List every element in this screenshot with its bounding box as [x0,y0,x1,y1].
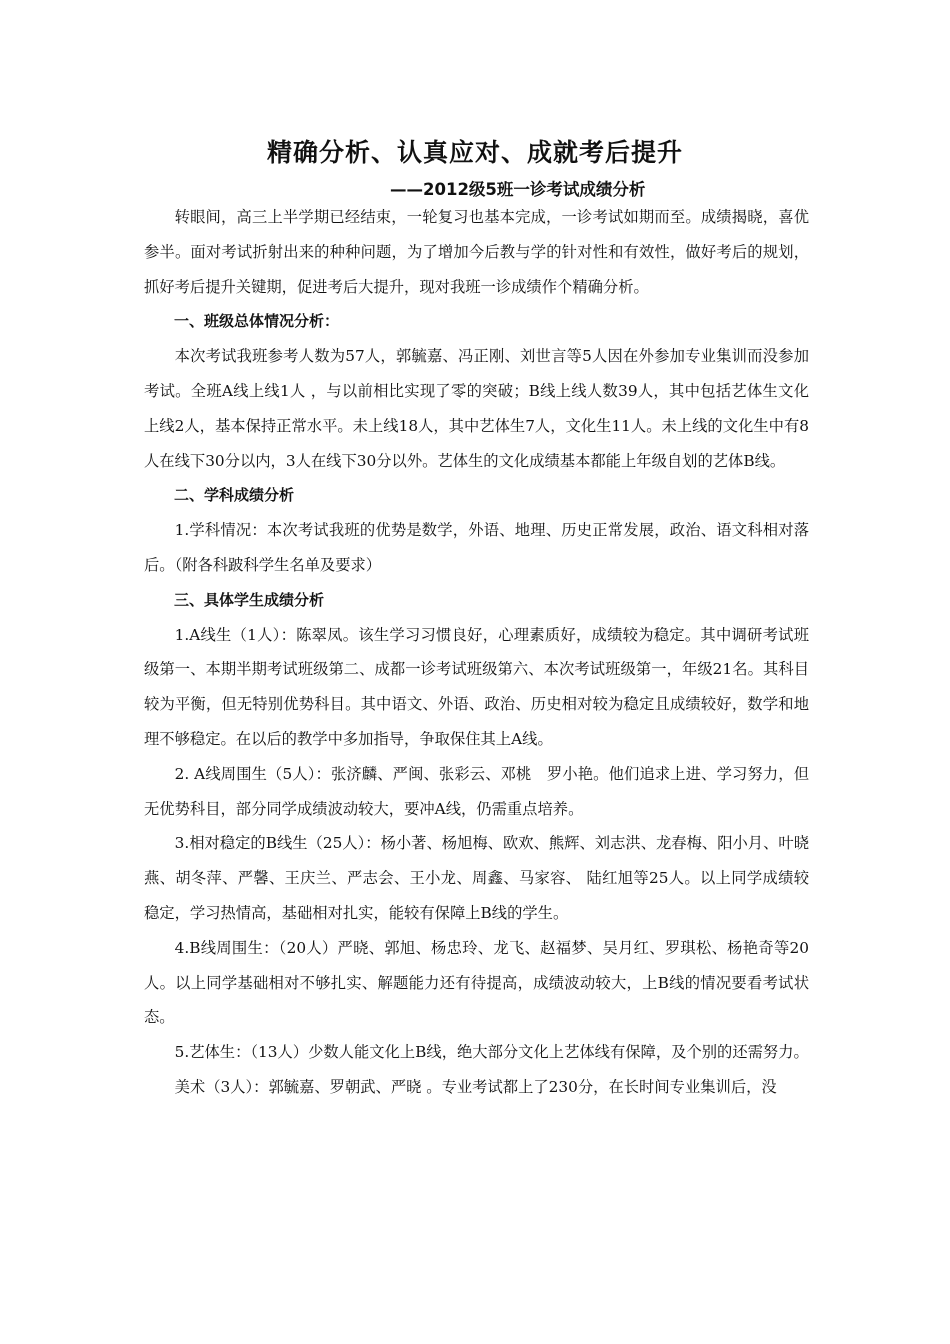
overall-paragraph: 本次考试我班参考人数为57人，郭毓嘉、冯正刚、刘世言等5人因在外参加专业集训而没参加考试。全班A线上线1人 ，与以前相比实现了零的突破；B线上线人数39人，其中包括艺体生文化上线2人，基本保持正常水平。未上线18人，其中艺体生7人，文化生11人。未上线的文化生中有8人在线下30分以内，3人在线下30分以外。艺体生的文化成绩基本都能上年级自划的艺体B线。 [144,347,809,470]
b-line-near-paragraph: 4.B线周围生：（20人）严晓、郭旭、杨忠玲、龙飞、赵福梦、吴月红、罗琪松、杨艳奇等20人。以上同学基础相对不够扎实、解题能力还有待提高，成绩波动较大，上B线的情况要看考试状态。 [144,938,809,1027]
section-heading-students: 三、具体学生成绩分析 [174,590,325,609]
document-title: 精确分析、认真应对、成就考后提升 [266,138,683,167]
document-body [144,200,809,1105]
art-sports-paragraph: 5.艺体生：（13人）少数人能文化上B线，绝大部分文化上艺体线有保障，及个别的还需努力。 [174,1043,809,1062]
document-subtitle: ——2012级5班一诊考试成绩分析 [390,180,646,199]
section-heading-subjects: 二、学科成绩分析 [174,486,295,505]
subjects-paragraph: 1.学科情况：本次考试我班的优势是数学，外语、地理、历史正常发展，政治、语文科相对落后。（附各科跛科学生名单及要求） [144,521,809,574]
section-heading-overall: 一、班级总体情况分析： [174,312,340,331]
a-line-paragraph: 1.A线生（1人）：陈翠凤。该生学习习惯良好，心理素质好，成绩较为稳定。其中调研考试班级第一、本期半期考试班级第二、成都一诊考试班级第六、本次考试班级第一，年级21名。其科目较为平衡，但无特别优势科目。其中语文、外语、政治、历史相对较为稳定且成绩较好，数学和地理不够稳定。在以后的教学中多加指导，争取保住其上A线。 [144,625,809,748]
intro-paragraph: 转眼间，高三上半学期已经结束，一轮复习也基本完成，一诊考试如期而至。成绩揭晓，喜优参半。面对考试折射出来的种种问题，为了增加今后教与学的针对性和有效性，做好考后的规划，抓好考后提升关键期，促进考后大提升，现对我班一诊成绩作个精确分析。 [144,208,809,296]
art-paragraph: 美术（3人）：郭毓嘉、罗朝武、严晓 。专业考试都上了230分，在长时间专业集训后，没 [174,1077,777,1096]
a-line-near-paragraph: 2. A线周围生（5人）：张济麟、严闽、张彩云、邓桃 罗小艳。他们追求上进、学习努力，但无优势科目，部分同学成绩波动较大，要冲A线，仍需重点培养。 [144,764,809,818]
b-line-stable-paragraph: 3.相对稳定的B线生（25人）：杨小著、杨旭梅、欧欢、熊辉、刘志洪、龙春梅、阳小月、叶晓燕、胡冬萍、严馨、王庆兰、严志会、王小龙、周鑫、马家容、 陆红旭等25人。以上同学成绩较稳定，学习热情高，基础相对扎实，能较有保障上B线的学生。 [144,834,809,922]
